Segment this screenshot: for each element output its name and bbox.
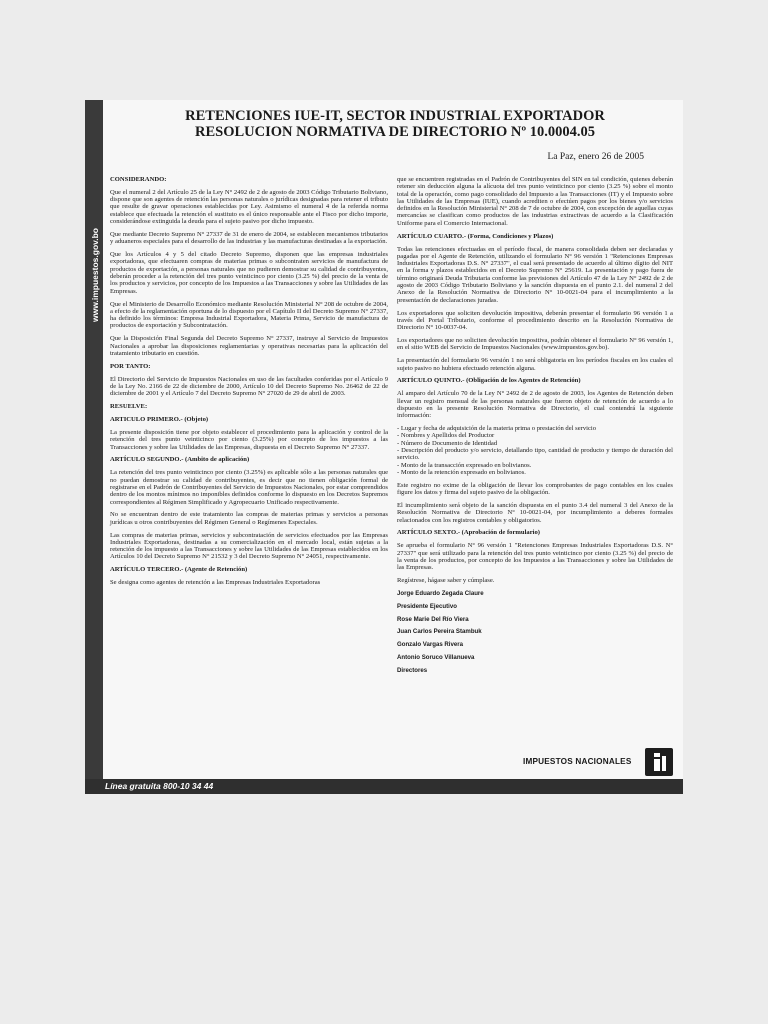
article-3-heading: ARTÍCULO TERCERO.- (Agente de Retención) xyxy=(110,566,248,574)
article-2-text-2: No se encuentran dentro de este tratamiento las compras de materias primas y servicios a personas jurídicas u otros contribuyentes del Régimen General o Regímenes Especiales. xyxy=(110,511,388,526)
article-1-text: La presente disposición tiene por objeto establecer el procedimiento para la aplicación y control de la retención del tres punto veinticinco por ciento (3.25%) por concepto de los impuestos a las Transacciones y sobre las Utilidades de las Empresas, dispuesta en el Decreto Supremo N° 27337. xyxy=(110,428,388,451)
article-4-text-1: Todas las retenciones efectuadas en el período fiscal, de manera consolidada deben ser declaradas y pagadas por el Agente de Retención, utilizando el formulario N° 96 versión 1 "Retenciones Empresas Industriales Exportadoras D.S. N° 27337", el cual será presentado de acuerdo al último dígito del NIT en la forma y plazos establecidos en el Decreto Supremo N° 25619. La presentación y pago fuera de término originará Deuda Tributaria conforme las previsiones del Artículo 47 de la Ley N° 2492 de 2 de agosto de 2003 Código Tributario Boliviano y la sanción dispuesta en el punto 2.1. del numeral 2 del Anexo de la Resolución Normativa de Directorio N° 10-0021-04 para el incumplimiento a la presentación de declaraciones juradas. xyxy=(397,245,673,304)
document-title xyxy=(110,108,680,140)
article-4-heading: ARTÍCULO CUARTO.- (Forma, Condiciones y Plazos) xyxy=(397,232,554,240)
list-item: - Lugar y fecha de adquisición de la materia prima o prestación del servicio xyxy=(397,425,597,433)
list-item: - Número de Documento de Identidad xyxy=(397,439,498,447)
article-1-heading: ARTICULO PRIMERO.- (Objeto) xyxy=(110,416,209,424)
logo-icon xyxy=(645,748,673,776)
left-column xyxy=(110,176,388,592)
signature-role-2: Directores xyxy=(397,666,428,674)
brand-name: IMPUESTOS NACIONALES xyxy=(523,757,632,766)
resuelve-heading: RESUELVE: xyxy=(110,403,148,411)
closing-text: Regístrese, hágase saber y cúmplase. xyxy=(397,577,495,585)
article-6-heading: ARTÍCULO SEXTO.- (Aprobación de formulario) xyxy=(397,529,540,537)
signature-name-2: Rose Marie Del Río Viera xyxy=(397,615,469,623)
list-item: - Descripción del producto y/o servicio, detallando tipo, cantidad de producto y tiempo de duración del servicio. xyxy=(397,446,673,462)
signature-role-1: Presidente Ejecutivo xyxy=(397,602,457,610)
article-2-text-1: La retención del tres punto veinticinco por ciento (3.25%) es aplicable sólo a las personas naturales que no puedan demostrar su calidad de contribuyentes, es decir que no tienen obligación formal de registrarse en el Padrón de Contribuyentes del Servicio de Impuestos Nacionales, por estar comprendidos dentro de los montos mínimos no imponibles definidos conforme lo dispuesto en los Decretos Supremos correspondientes al Régimen Simplificado y Agropecuario Unificado respectivamente. xyxy=(110,469,388,506)
signature-name-4: Gonzalo Vargas Rivera xyxy=(397,641,464,649)
right-paragraph-1: que se encuentren registradas en el Padrón de Contribuyentes del SIN en tal condición, quienes deberán retener sin deducción alguna la alícuota del tres punto veinticinco por ciento (3.25 %) sobre el monto total de la operación, como pago consolidado del Impuesto a las Transacciones (IT) y el Impuesto sobre las Utilidades de las Empresas (IUE), cuando acrediten o efectúen pagos por los bienes y/o servicios definidos en la Resolución Ministerial N° 208 de 7 de octubre de 2004, con excepción de aquellas cuyas mercancías se clasifican como productos de las industrias extractivas de acuerdo a la Clasificación Uniforme para el Comercio Internacional. xyxy=(397,176,673,227)
title-line-1: RETENCIONES IUE-IT, SECTOR INDUSTRIAL EXPORTADOR xyxy=(185,108,605,124)
right-column xyxy=(397,176,673,680)
hotline-text: Línea gratuita 800-10 34 44 xyxy=(105,781,214,791)
title-line-2: RESOLUCION NORMATIVA DE DIRECTORIO Nº 10.0004.05 xyxy=(195,124,595,140)
article-5-heading: ARTÍCULO QUINTO.- (Obligación de los Agentes de Retención) xyxy=(397,377,581,385)
footer-bar xyxy=(85,779,683,794)
article-2-text-3: Las compras de materias primas, servicios y subcontratación de servicios efectuados por las Empresas Industriales Exportadoras, destinadas a su comercialización en el mercado local, están sujetas a la retención de los impuesto a las Transacciones y sobre las Utilidades de las Empresas establecidos en los Artículos 10 del Decreto Supremo N° 21532 y 3 del Decreto Supremo N° 24051, respectivamente. xyxy=(110,531,388,561)
article-5-text-3: El incumplimiento será objeto de la sanción dispuesta en el punto 3.4 del numeral 3 del Anexo de la Resolución Normativa de Directorio N° 10-0021-04, por incumplimiento a deberes formales relacionados con los registros contables y obligatorios. xyxy=(397,501,673,524)
article-2-heading: ARTÍCULO SEGUNDO.- (Ambito de aplicación) xyxy=(110,456,250,464)
signature-name-3: Juan Carlos Pereira Stambuk xyxy=(397,628,482,636)
considerando-heading: CONSIDERANDO: xyxy=(110,176,167,183)
article-4-text-3: Los exportadores que no soliciten devolución impositiva, podrán obtener el formulario N° 96 versión 1, en el sitio WEB del Servicio de Impuestos Nacionales (www.impuestos.gov.bo). xyxy=(397,337,673,352)
article-5-text-2: Este registro no exime de la obligación de llevar los comprobantes de pago contables en los cuales figure los datos y firma del sujeto pasivo de la obligación. xyxy=(397,481,673,497)
signature-name-1: Jorge Eduardo Zegada Claure xyxy=(397,589,484,597)
info-list xyxy=(397,425,673,476)
list-item: - Nombres y Apellidos del Productor xyxy=(397,432,495,440)
sidebar-band xyxy=(85,100,103,780)
article-3-text: Se designa como agentes de retención a las Empresas Industriales Exportadoras xyxy=(110,579,321,587)
left-paragraph-6: El Directorio del Servicio de Impuestos Nacionales en uso de las facultades conferidas por el Artículo 9 de la Ley No. 2166 de 22 de diciembre de 2000, Artículo 10 del Decreto Supremo No. 26462 de 22 de diciembre de 2001 y el Artículo 7 del Decreto Supremo N° 27020 de 29 de abril de 2003. xyxy=(110,375,388,398)
list-item: - Monto de la retención expresado en bolivianos. xyxy=(397,468,526,476)
left-paragraph-3: Que los Artículos 4 y 5 del citado Decreto Supremo, disponen que las empresas industriales exportadoras, que efectuaren compras de materias primas o subcontraten servicios de manufactura de productos de exportación, a personas naturales que no pudieren demostrar su calidad de contribuyentes, deberán proceder a la retención del tres punto veinticinco por ciento (3.25 %) del precio de la venta de los productos y servicios, por concepto de los Impuestos a las Transacciones y sobre las Utilidades de las Empresas. xyxy=(110,251,388,295)
signature-name-5: Antonio Soruco Villanueva xyxy=(397,654,475,662)
article-4-text-2: Los exportadores que soliciten devolución impositiva, deberán presentar el formulario 96 versión 1 a través del Portal Tributario, conforme el procedimiento descrito en la Resolución Normativa de Directorio N° 10-0037-04. xyxy=(397,309,673,332)
left-paragraph-4: Que el Ministerio de Desarrollo Económico mediante Resolución Ministerial N° 208 de octubre de 2004, a efecto de la reglamentación oportuna de lo dispuesto por el Capítulo II del Decreto Supremo N° 27337, ha definido los términos: Empresa Industrial Exportadora, Materia Prima, Servicio de manufactura de productos de exportación y Subcontratación. xyxy=(110,300,388,330)
document-date: La Paz, enero 26 de 2005 xyxy=(547,152,644,162)
article-5-text-1: Al amparo del Artículo 70 de la Ley N° 2492 de 2 de agosto de 2003, los Agentes de Retención deben llevar un registro mensual de las personas naturales que fueron objeto de retención de acuerdo a lo dispuesto en la presente Resolución Normativa de Directorio, el cual contendrá la siguiente información: xyxy=(397,390,673,420)
left-paragraph-1: Que el numeral 2 del Artículo 25 de la Ley N° 2492 de 2 de agosto de 2003 Código Tributario Boliviano, dispone que son agentes de retención las personas naturales o jurídicas designadas para retener el tributo que resulte de gravar operaciones establecidas por Ley. Asimismo el numeral 4 de la referida norma establece que efectuada la retención el sustituto es el único responsable ante el Fisco por dicho importe, considerándose extinguida la deuda para el sujeto pasivo por dicho impuesto. xyxy=(110,188,388,226)
article-6-text: Se aprueba el formulario N° 96 versión 1 "Retenciones Empresas Industriales Exportadoras D.S. N° 27337" que será utilizado para la retención del tres punto veinticinco por ciento (3.25 %) del precio de la venta de los productos, por concepto de los Impuestos a las Transacciones y sobre las Utilidades de las Empresas. xyxy=(397,542,673,572)
por-tanto-heading: POR TANTO: xyxy=(110,362,151,370)
article-4-text-4: La presentación del formulario 96 versión 1 no será obligatoria en los períodos fiscales en los cuales el sujeto pasivo no hubiera efectuado retención alguna. xyxy=(397,357,673,372)
left-paragraph-5: Que la Disposición Final Segunda del Decreto Supremo N° 27337, instruye al Servicio de Impuestos Nacionales a aprobar las disposiciones reglamentarias y operativas necesarias para la aplicación del tratamiento tributario en cuestión. xyxy=(110,335,388,357)
list-item: - Monto de la transacción expresado en bolivianos. xyxy=(397,461,532,469)
sidebar-url: www.impuestos.gov.bo xyxy=(90,228,100,322)
left-paragraph-2: Que mediante Decreto Supremo N° 27337 de 31 de enero de 2004, se establecen mecanismos tributarios y aduaneros especiales para el desarrollo de las industrias y las manufacturas destinadas a la exportación. xyxy=(110,230,388,246)
